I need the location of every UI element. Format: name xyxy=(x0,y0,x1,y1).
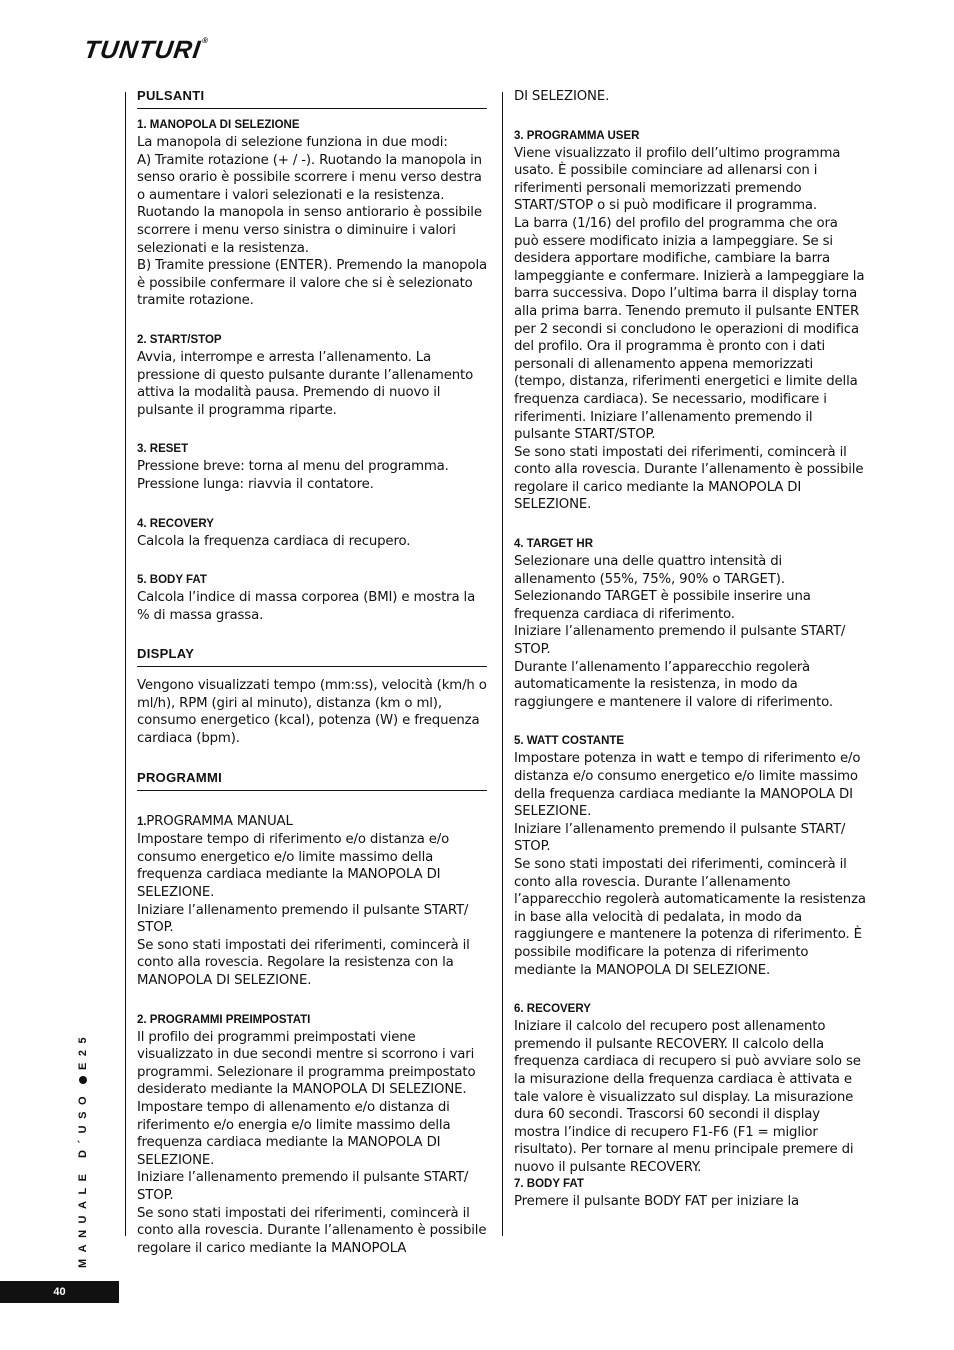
section-title-display: DISPLAY xyxy=(137,646,487,667)
paragraph: La manopola di selezione funziona in due modi: A) Tramite rotazione (+ / -). Ruotando la manopola in senso orario è possibile scorrere i menu verso destra o aumentare i valori selezionati e la resistenza. Ruotando la manopola in senso antiorario è possibile scorrere i menu verso sinistra o diminuire i valori selezionati e la resistenza. B) Tramite pressione (ENTER). Premendo la manopola è possibile confermare il valore che si è selezionato tramite rotazione. xyxy=(137,135,487,309)
paragraph: Vengono visualizzati tempo (mm:ss), velocità (km/h o ml/h), RPM (giri al minuto), distanza (km o ml), consumo energetico (kcal), potenza (W) e frequenza cardiaca (bpm). xyxy=(137,678,487,747)
paragraph: Iniziare il calcolo del recupero post allenamento premendo il pulsante RECOVERY. Il calcolo della frequenza cardiaca di recupero si può avviare solo se la misurazione della frequenza cardiaca è attivata e tale valore è visualizzato sul display. La misurazione dura 60 secondi. Trascorsi 60 secondi il display mostra l’indice di recupero F1-F6 (F1 = miglior risultato). Per tornare al menu principale premere di nuovo il pulsante RECOVERY. xyxy=(514,1019,861,1175)
registered-mark: ® xyxy=(201,36,209,45)
section-title-programmi: PROGRAMMI xyxy=(137,770,487,791)
paragraph: Impostare potenza in watt e tempo di riferimento e/o distanza e/o consumo energetico e/o limite massimo della frequenza cardiaca mediante la MANOPOLA DI SELEZIONE. Iniziare l’allenamento premendo il pulsante START/ STOP. Se sono stati impostati dei riferimenti, comincerà il conto alla rovescia. Durante l’allenamento l’apparecchio regolerà automaticamente la resistenza in base alla velocità di pedalata, in modo da raggiungere e mantenere la potenza di riferimento. È possibile modificare la potenza di riferimento mediante la MANOPOLA DI SELEZIONE. xyxy=(514,751,866,978)
subsection-title: 7. BODY FAT xyxy=(514,1178,584,1191)
right-column-rule xyxy=(502,92,503,1236)
paragraph: Avvia, interrompe e arresta l’allenamento. La pressione di questo pulsante durante l’allenamento attiva la modalità pausa. Premendo di nuovo il pulsante il programma riparte. xyxy=(137,349,474,418)
subsection-title: 3. PROGRAMMA USER xyxy=(514,129,640,142)
subsection-title: 6. RECOVERY xyxy=(514,1003,591,1016)
manual-vertical-label xyxy=(77,1031,89,1268)
bullet-dot xyxy=(79,1076,87,1084)
subsection-title: 4. TARGET HR xyxy=(514,538,594,551)
paragraph: Viene visualizzato il profilo dell’ultimo programma usato. È possibile cominciare ad allenarsi con i riferimenti personali memorizzati premendo START/STOP o si può modificare il programma. La barra (1/16) del profilo del programma che ora può essere modificato inizia a lampeggiare. Se si desidera apportare modifiche, cambiare la barra lampeggiante e confermare. Inizierà a lampeggiare la barra successiva. Dopo l’ultima barra il display torna alla prima barra. Tenendo premuto il pulsante ENTER per 2 secondi si concludono le operazioni di modifica del profilo. Ora il programma è pronto con i dati personali di allenamento appena memorizzati (tempo, distanza, riferimenti energetici e limite della frequenza cardiaca). Se necessario, modificare i riferimenti. Iniziare l’allenamento premendo il pulsante START/STOP. Se sono stati impostati dei riferimenti, comincerà il conto alla rovescia. Durante l’allenamento è possibile regolare il carico mediante la MANOPOLA DI SELEZIONE. xyxy=(514,145,865,513)
subsection-title: 3. RESET xyxy=(137,443,189,456)
paragraph: Pressione breve: torna al menu del programma. Pressione lunga: riavvia il contatore. xyxy=(137,459,449,492)
subsection-title: 5. BODY FAT xyxy=(137,574,207,587)
paragraph xyxy=(137,813,487,990)
brand-name: TUNTURI xyxy=(82,36,203,64)
subsection-title: 5. WATT COSTANTE xyxy=(514,735,625,748)
section-title-pulsanti: PULSANTI xyxy=(137,88,487,109)
left-column xyxy=(137,88,487,1257)
brand-logo xyxy=(82,36,209,65)
paragraph: Calcola la frequenza cardiaca di recupero. xyxy=(137,533,411,549)
paragraph: Premere il pulsante BODY FAT per iniziare la xyxy=(514,1194,799,1210)
paragraph: Il profilo dei programmi preimpostati viene visualizzato in due secondi mentre si scorrono i vari programmi. Selezionare il programma preimpostato desiderato mediante la MANOPOLA DI SELEZIONE. Impostare tempo di allenamento e/o distanza di riferimento e/o energia e/o limite massimo della frequenza cardiaca mediante la MANOPOLA DI SELEZIONE. Iniziare l’allenamento premendo il pulsante START/ STOP. Se sono stati impostati dei riferimenti, comincerà il conto alla rovescia. Durante l’allenamento è possibile regolare il carico mediante la MANOPOLA xyxy=(137,1029,487,1256)
program-number: 1. xyxy=(137,815,147,828)
page-number: 40 xyxy=(0,1281,119,1303)
left-column-rule xyxy=(125,92,126,1236)
paragraph: Selezionare una delle quattro intensità di allenamento (55%, 75%, 90% o TARGET). Selezionando TARGET è possibile inserire una frequenza cardiaca di riferimento. Iniziare l’allenamento premendo il pulsante START/ STOP. Durante l’allenamento l’apparecchio regolerà automaticamente la resistenza, in modo da raggiungere e mantenere il valore di riferimento. xyxy=(514,554,846,710)
paragraph: DI SELEZIONE. xyxy=(514,89,610,104)
program-manual-text: PROGRAMMA MANUAL Impostare tempo di riferimento e/o distanza e/o consumo energetico e/o limite massimo della frequenza cardiaca mediante la MANOPOLA DI SELEZIONE. Iniziare l’allenamento premendo il pulsante START/ STOP. Se sono stati impostati dei riferimenti, comincerà il conto alla rovescia. Regolare la resistenza con la MANOPOLA DI SELEZIONE. xyxy=(137,813,470,988)
subsection-title: 4. RECOVERY xyxy=(137,517,214,530)
subsection-title: 2. START/STOP xyxy=(137,333,222,346)
subsection-title: 2. PROGRAMMI PREIMPOSTATI xyxy=(137,1013,311,1026)
right-column xyxy=(514,88,866,1211)
subsection-title: 1. MANOPOLA DI SELEZIONE xyxy=(137,119,300,131)
manual-label: MANUALE D´USO xyxy=(77,1090,89,1268)
paragraph: Calcola l’indice di massa corporea (BMI) e mostra la % di massa grassa. xyxy=(137,590,476,623)
model-label: E25 xyxy=(77,1030,89,1070)
